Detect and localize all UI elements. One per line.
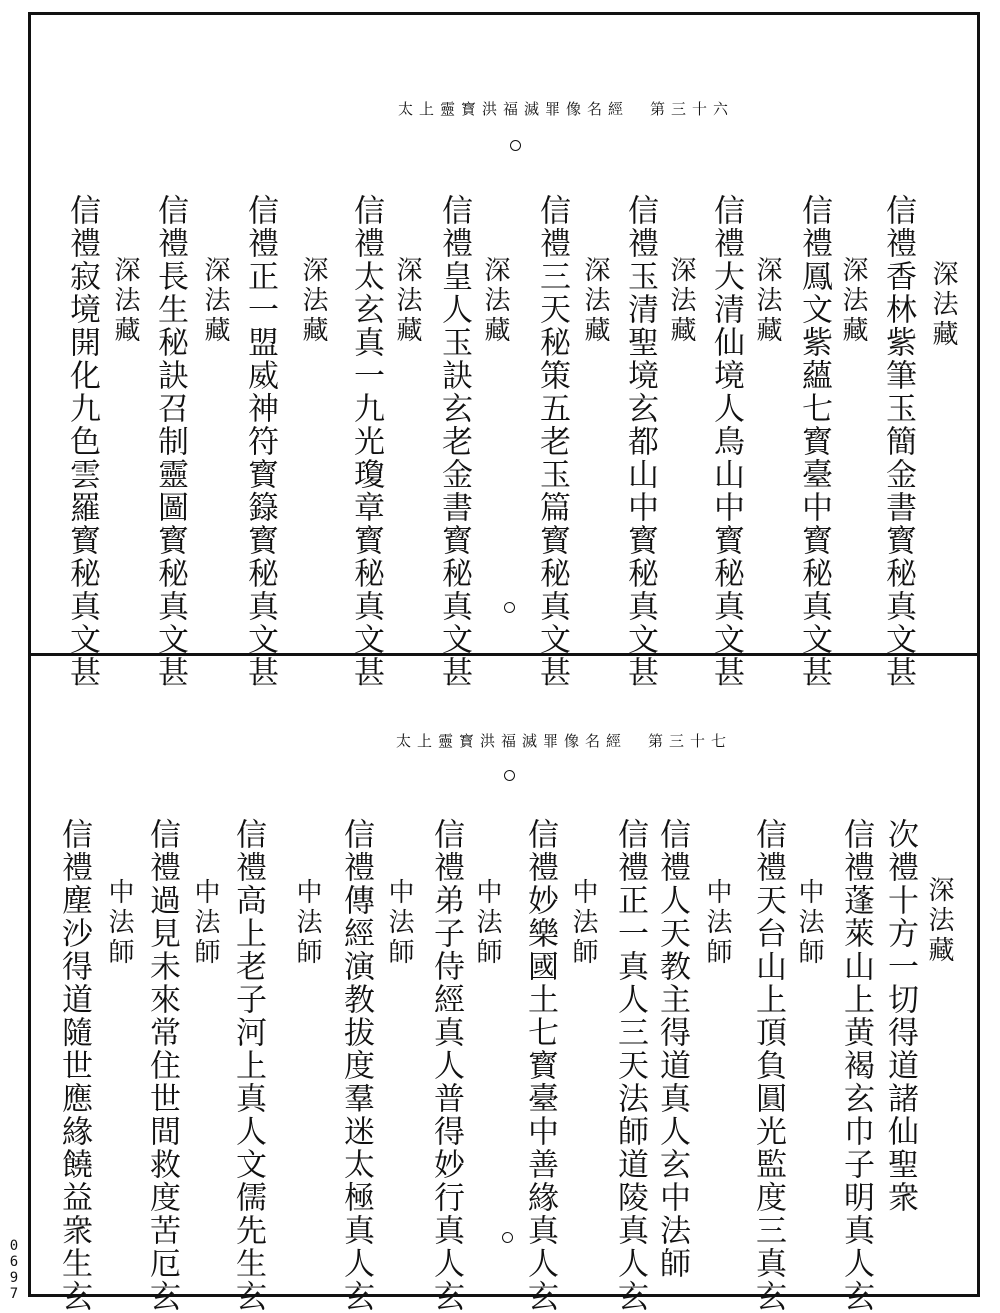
bottom-col-17: 中法師 bbox=[190, 878, 220, 968]
page-number: 0697 bbox=[6, 1238, 22, 1302]
top-col-19: 信禮寂境開化九色雲羅寳秘真文甚 bbox=[64, 194, 100, 689]
top-panel bbox=[28, 12, 980, 689]
bottom-col-9: 中法師 bbox=[568, 878, 598, 968]
bottom-col-11: 中法師 bbox=[472, 878, 502, 968]
top-col-opening: 深法藏 bbox=[928, 260, 958, 350]
top-col-14: 深法藏 bbox=[298, 256, 328, 346]
bottom-col-14: 信禮傳經演教拔度羣迷太極真人玄 bbox=[338, 818, 374, 1313]
top-col-15: 信禮正一盟威神符寳籙寳秘真文甚 bbox=[242, 194, 278, 689]
bottom-col-16: 信禮高上老子河上真人文儒先生玄 bbox=[230, 818, 266, 1313]
bottom-panel bbox=[28, 656, 980, 1313]
bottom-col-15: 中法師 bbox=[292, 878, 322, 968]
top-col-17: 信禮長生秘訣召制靈圖寳秘真文甚 bbox=[152, 194, 188, 689]
top-col-2: 深法藏 bbox=[838, 256, 868, 346]
bottom-col-10: 信禮妙樂國土七寳臺中善緣真人玄 bbox=[522, 818, 558, 1313]
bottom-col-18: 信禮過見未來常住世間救度苦厄玄 bbox=[144, 818, 180, 1313]
bottom-col-4: 中法師 bbox=[794, 878, 824, 968]
bottom-col-7: 信禮人天教主得道真人玄中法師 bbox=[654, 818, 690, 1280]
top-circle-mark bbox=[510, 140, 521, 151]
top-end-circle-mark bbox=[504, 602, 515, 613]
bottom-circle-mark bbox=[504, 770, 515, 781]
bottom-col-12: 信禮弟子侍經真人普得妙行真人玄 bbox=[428, 818, 464, 1313]
bottom-header: 太上靈寳洪福滅罪像名經 第三十七 bbox=[396, 732, 733, 750]
top-col-5: 信禮大清仙境人鳥山中寳秘真文甚 bbox=[708, 194, 744, 689]
top-header: 太上靈寳洪福滅罪像名經 第三十六 bbox=[398, 100, 735, 118]
top-col-1: 信禮香林紫筆玉簡金書寳秘真文甚 bbox=[880, 194, 916, 689]
top-col-13: 信禮太玄真一九光瓊章寳秘真文甚 bbox=[348, 194, 384, 689]
bottom-col-2: 次禮十方一切得道諸仙聖衆 bbox=[882, 818, 918, 1214]
bottom-col-13: 中法師 bbox=[384, 878, 414, 968]
top-col-9: 信禮三天秘策五老玉篇寳秘真文甚 bbox=[534, 194, 570, 689]
bottom-col-8: 信禮正一真人三天法師道陵真人玄 bbox=[612, 818, 648, 1313]
top-col-12: 深法藏 bbox=[392, 256, 422, 346]
top-col-7: 信禮玉清聖境玄都山中寳秘真文甚 bbox=[622, 194, 658, 689]
top-col-8: 深法藏 bbox=[580, 256, 610, 346]
bottom-col-1: 深法藏 bbox=[924, 876, 954, 966]
bottom-col-5: 信禮天台山上頂負圓光監度三真玄 bbox=[750, 818, 786, 1313]
top-col-6: 深法藏 bbox=[666, 256, 696, 346]
bottom-col-6: 中法師 bbox=[702, 878, 732, 968]
top-col-18: 深法藏 bbox=[110, 256, 140, 346]
bottom-col-19: 中法師 bbox=[104, 878, 134, 968]
top-col-4: 深法藏 bbox=[752, 256, 782, 346]
top-col-3: 信禮鳳文紫蘊七寳臺中寳秘真文甚 bbox=[796, 194, 832, 689]
top-col-11: 信禮皇人玉訣玄老金書寳秘真文甚 bbox=[436, 194, 472, 689]
bottom-col-20: 信禮塵沙得道隨世應緣饒益衆生玄 bbox=[56, 818, 92, 1313]
bottom-end-circle-mark bbox=[502, 1232, 513, 1243]
top-col-10: 深法藏 bbox=[480, 256, 510, 346]
top-col-16: 深法藏 bbox=[200, 256, 230, 346]
bottom-col-3: 信禮蓬萊山上黄褐玄巾子明真人玄 bbox=[838, 818, 874, 1313]
